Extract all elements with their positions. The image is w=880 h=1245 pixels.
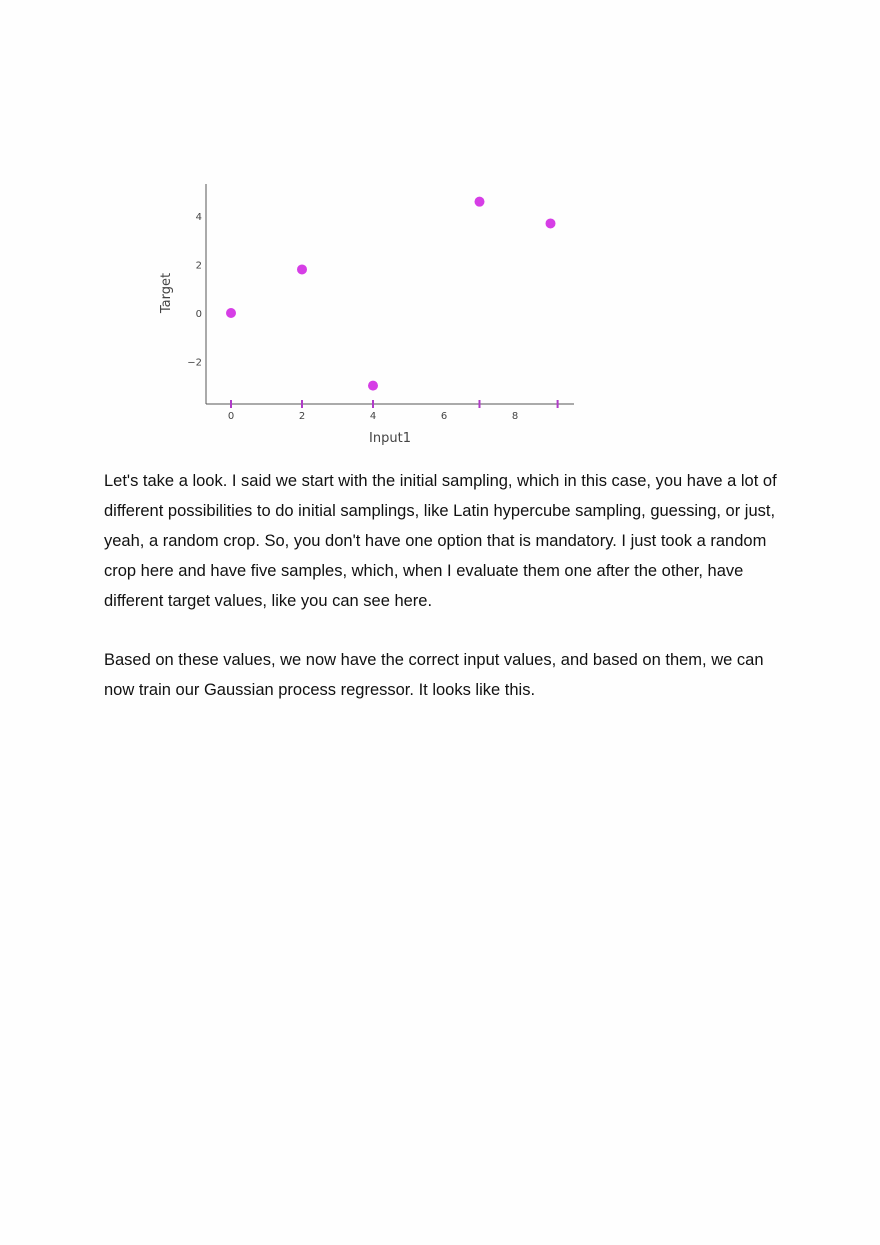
x-tick-label: 2 [298, 411, 306, 422]
y-tick-label: −2 [187, 357, 202, 369]
paragraph-intro: Let's take a look. I said we start with the initial sampling, which in this case, you have a lot of different possibilities to do initial samplings, like Latin hypercube sampling, guessing, or just, yeah, a random crop. So, you don't have one option that is mandatory. I just took a random crop here and have five samples, which, when I evaluate them one after the other, have different target values, like you can see here. [104, 472, 777, 610]
x-axis-label: Input1 [369, 431, 411, 446]
x-tick-label: 4 [369, 411, 377, 422]
chart-points [226, 197, 556, 391]
data-point [368, 381, 378, 391]
x-tick-label: 6 [440, 411, 448, 422]
y-tick-label: 4 [195, 212, 202, 224]
x-tick-label: 8 [511, 411, 519, 422]
y-tick-label: 2 [195, 260, 202, 272]
data-point [475, 197, 485, 207]
data-point [297, 264, 307, 274]
y-tick-label: 0 [195, 309, 202, 320]
data-point [546, 218, 556, 228]
x-tick-label: 0 [227, 411, 235, 422]
data-point [226, 308, 236, 318]
chart-axes [206, 184, 574, 404]
paragraph-gpr: Based on these values, we now have the correct input values, and based on them, we can now train our Gaussian process regressor. It looks like this. [104, 651, 764, 699]
y-axis-label: Target [159, 272, 174, 314]
scatter-chart [0, 0, 880, 460]
